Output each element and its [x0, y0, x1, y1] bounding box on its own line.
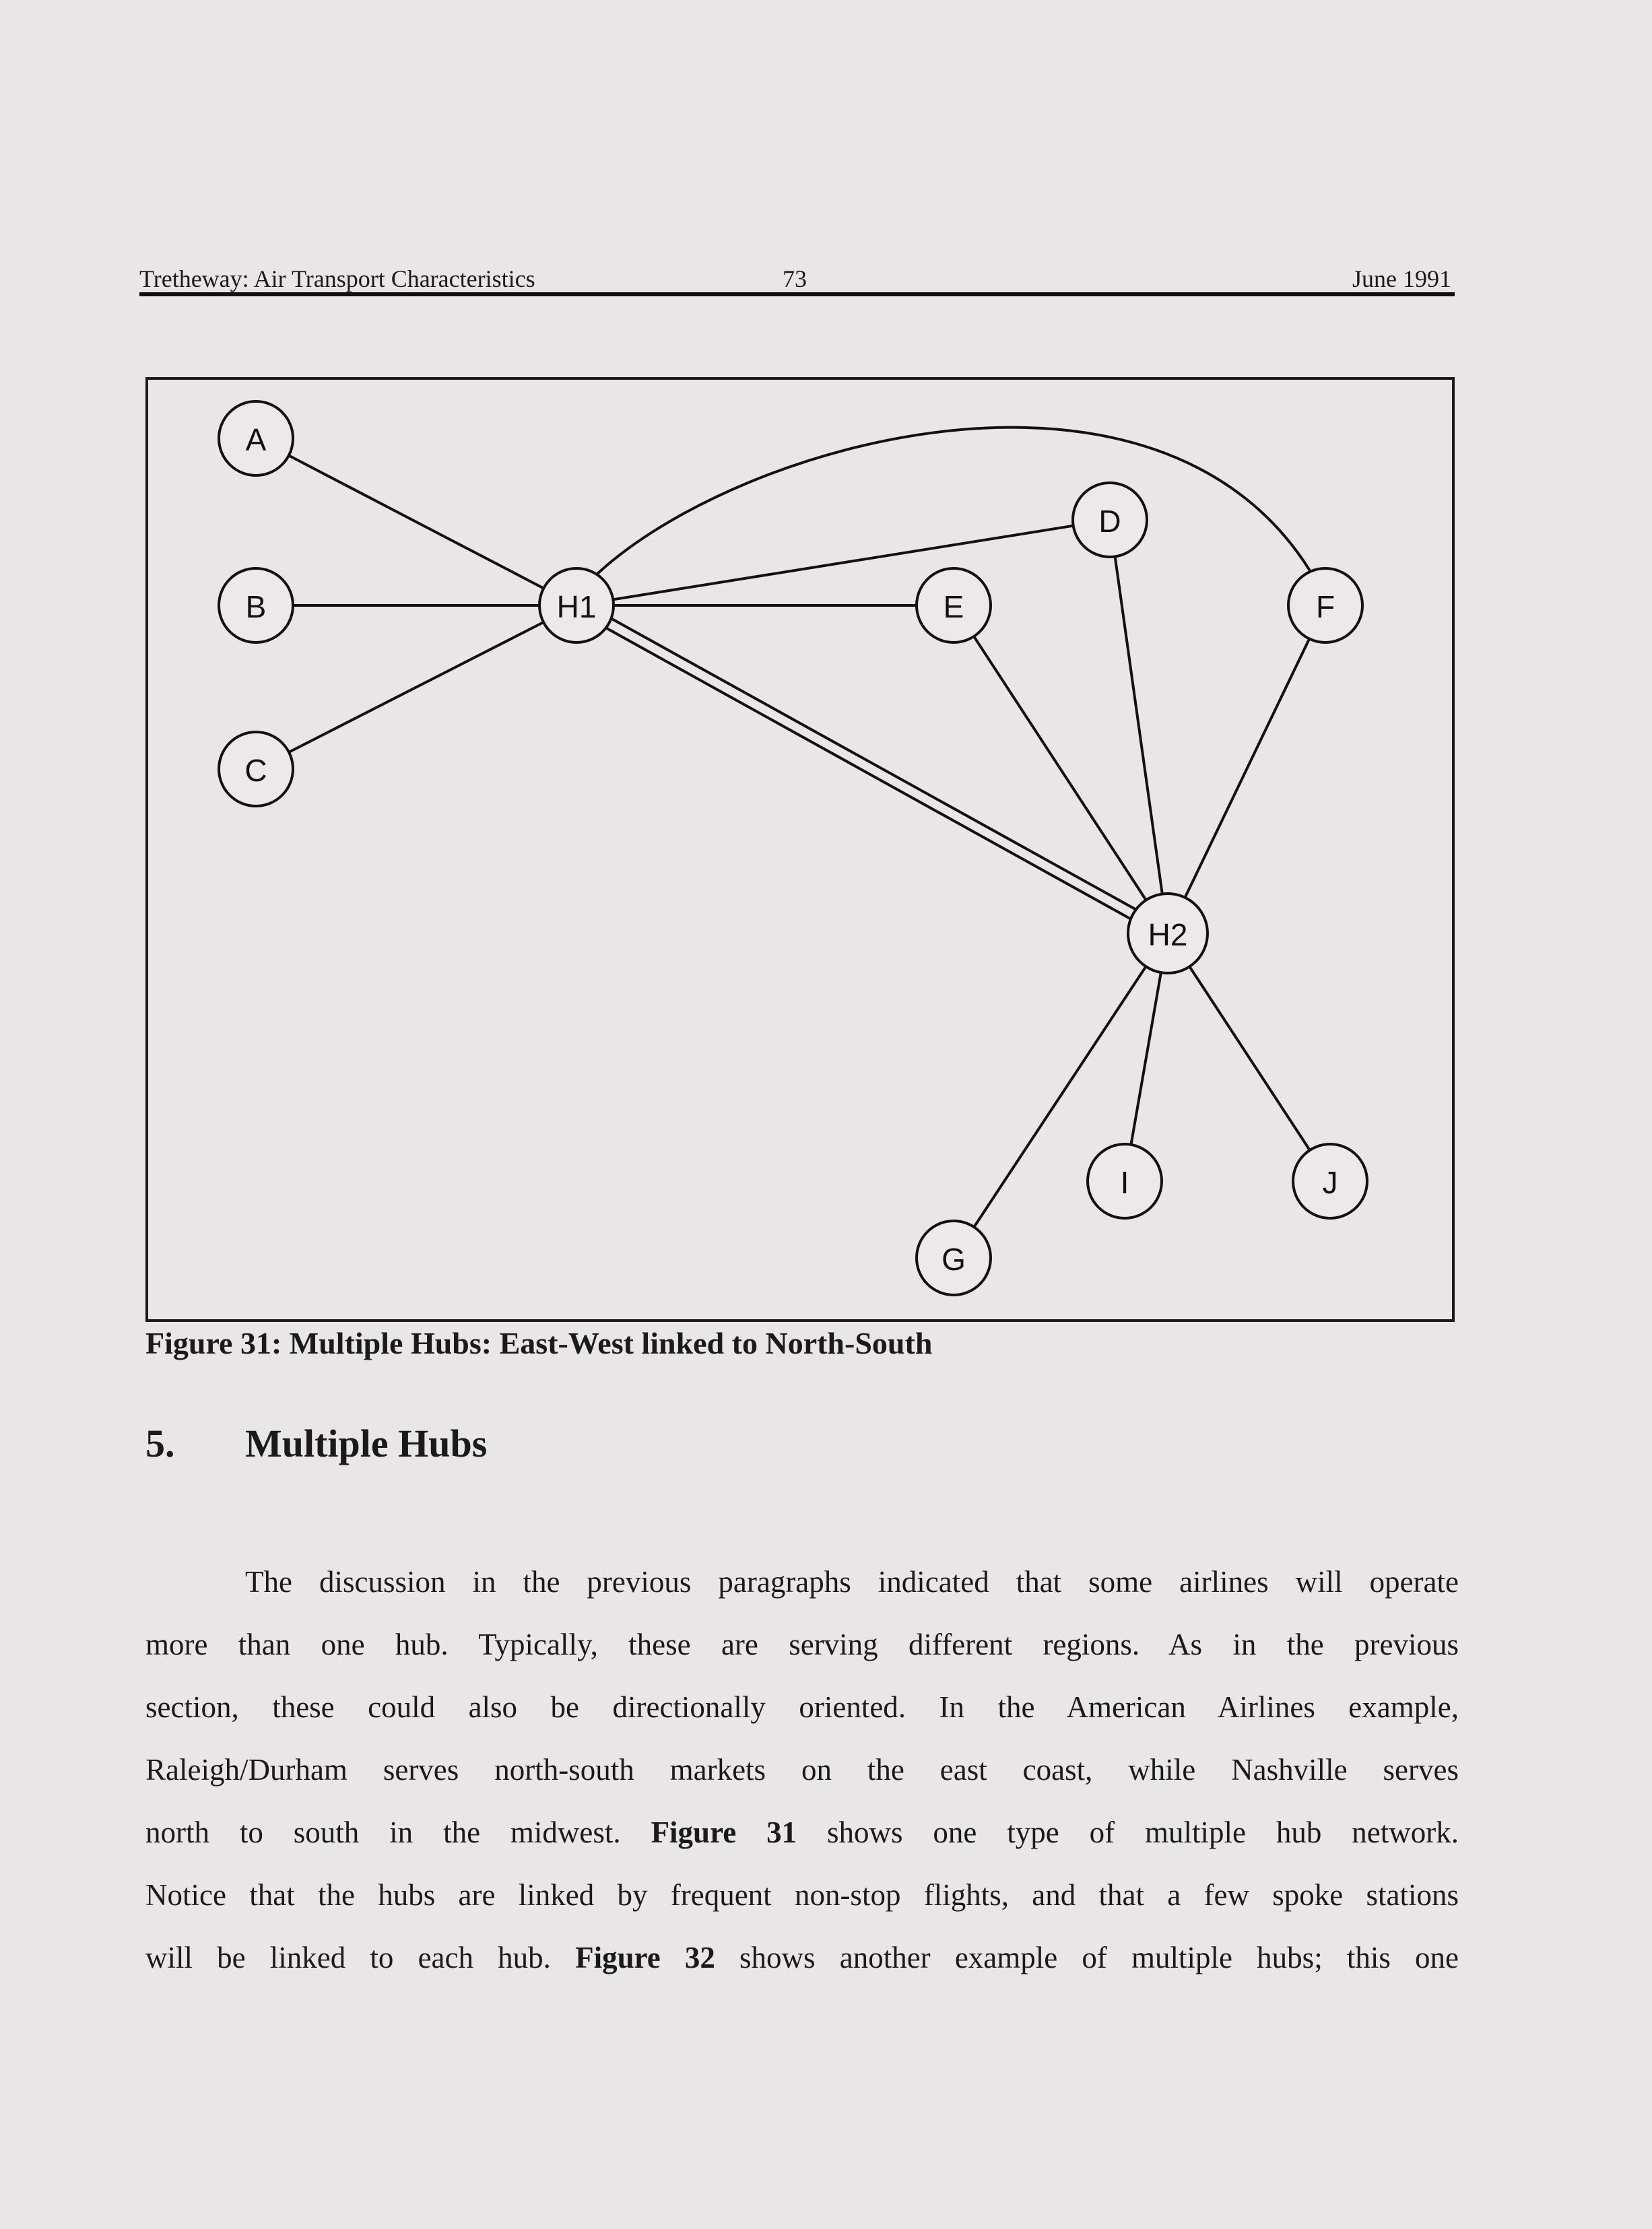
paragraph-line-4: Raleigh/Durham serves north-south markets on the east coast, while Nashville serves [145, 1753, 1459, 1787]
node-e [917, 568, 991, 642]
edge-a-h1 [289, 455, 543, 588]
running-header-title: Tretheway: Air Transport Characteristics [139, 265, 535, 292]
node-h1 [539, 568, 614, 642]
node-f [1288, 568, 1362, 642]
paragraph-text: will be linked to each hub. [145, 1941, 551, 1974]
node-label: G [941, 1242, 966, 1277]
node-a [219, 401, 293, 475]
node-i [1088, 1144, 1162, 1218]
paragraph-line-5 [145, 1801, 1459, 1864]
edges-layer [289, 428, 1311, 1227]
running-header-date: June 1991 [1352, 265, 1451, 292]
figure-31 [145, 377, 1455, 1322]
edge-h1-f [597, 428, 1311, 574]
node-c [219, 732, 293, 806]
figure-caption: Figure 31: Multiple Hubs: East-West linked to North-South [145, 1326, 933, 1360]
node-label: F [1315, 589, 1335, 624]
paragraph-line-1: The discussion in the previous paragraphs indicated that some airlines will operate [245, 1565, 1459, 1599]
nodes-layer [219, 401, 1367, 1295]
node-j [1293, 1144, 1367, 1218]
figure-31-reference[interactable]: Figure 31 [651, 1816, 797, 1849]
edge-c-h1 [289, 622, 543, 752]
node-label: H2 [1148, 917, 1188, 952]
node-label: H1 [556, 589, 597, 624]
node-label: I [1120, 1165, 1129, 1200]
node-g [917, 1221, 991, 1295]
paragraph-line-6: Notice that the hubs are linked by frequent non-stop flights, and that a few spoke stations [145, 1878, 1459, 1912]
node-d [1073, 483, 1147, 557]
paragraph-line-2: more than one hub. Typically, these are serving different regions. As in the previous [145, 1628, 1459, 1661]
header-rule [139, 292, 1455, 296]
hub-network-diagram [148, 380, 1457, 1325]
section-number: 5. [145, 1422, 175, 1465]
node-label: E [943, 589, 964, 624]
node-label: C [244, 753, 267, 788]
node-label: A [245, 422, 267, 457]
page-number: 73 [783, 265, 807, 292]
edge-i-h2 [1131, 972, 1160, 1145]
paragraph-text: north to south in the midwest. [145, 1816, 621, 1849]
paragraph-text: shows one type of multiple hub network. [827, 1816, 1459, 1849]
edge-h1-d [613, 526, 1073, 600]
figure-32-reference[interactable]: Figure 32 [575, 1941, 715, 1974]
paragraph-line-7 [145, 1927, 1459, 1989]
node-label: D [1098, 504, 1121, 539]
paragraph-text: shows another example of multiple hubs; this one [739, 1941, 1459, 1974]
edge-h1-h2-upper [606, 628, 1130, 919]
edge-f-h2 [1185, 639, 1310, 898]
edge-j-h2 [1189, 966, 1310, 1150]
node-b [219, 568, 293, 642]
node-label: B [245, 589, 267, 624]
node-h2 [1128, 894, 1208, 973]
section-title: Multiple Hubs [245, 1422, 488, 1465]
edge-e-h2 [974, 636, 1146, 900]
node-label: J [1322, 1165, 1338, 1200]
edge-d-h2 [1115, 556, 1162, 894]
paragraph-line-3: section, these could also be directionally oriented. In the American Airlines example, [145, 1690, 1459, 1724]
